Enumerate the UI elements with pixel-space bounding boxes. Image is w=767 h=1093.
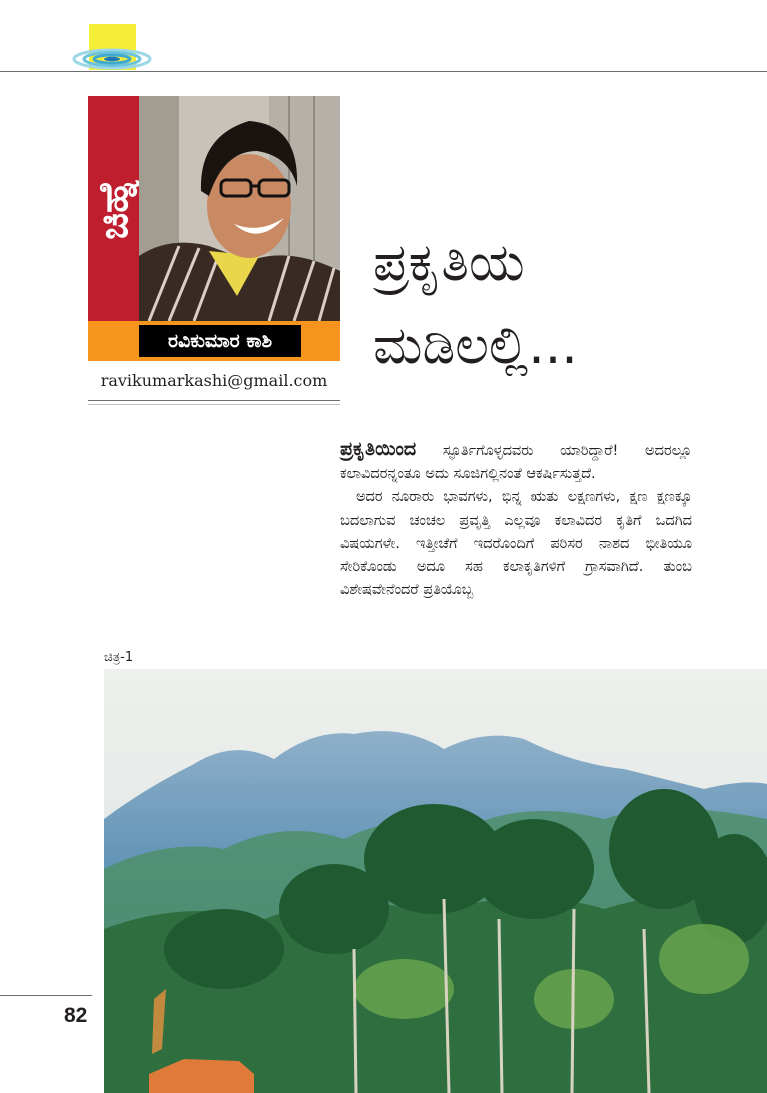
figure-label: ಚಿತ್ರ-1 bbox=[104, 650, 134, 665]
email-rule bbox=[88, 400, 340, 401]
author-photo bbox=[139, 96, 340, 321]
paragraph-1 bbox=[340, 438, 692, 486]
header-rule bbox=[0, 71, 767, 72]
footer-rule bbox=[0, 995, 92, 996]
page-number: 82 bbox=[64, 1004, 88, 1027]
landscape-painting bbox=[104, 669, 767, 1093]
article-title bbox=[373, 222, 753, 388]
email-rule-secondary bbox=[88, 404, 340, 405]
column-title: ಚಿಹ್ನೆ bbox=[90, 177, 137, 240]
magazine-logo-rings bbox=[70, 44, 154, 74]
article-title-line-2: ಮಡಿಲಲ್ಲಿ... bbox=[373, 316, 578, 376]
drop-word: ಪ್ರಕೃತಿಯಿಂದ bbox=[340, 438, 417, 460]
paragraph-2: ಅದರ ನೂರಾರು ಭಾವಗಳು, ಭಿನ್ನ ಋತು ಲಕ್ಷಣಗಳು, ಕ್ಷಣ ಕ್ಷಣಕ್ಕೂ ಬದಲಾಗುವ ಚಂಚಲ ಪ್ರವೃತ್ತಿ ಎಲ್ಲವೂ ಕಲಾವಿದರ ಕೃತಿಗೆ ಒದಗಿದ ವಿಷಯಗಳೇ. ಇತ್ತೀಚೆಗೆ ಇದರೊಂದಿಗೆ ಪರಿಸರ ನಾಶದ ಭೀತಿಯೂ ಸೇರಿಕೊಂಡು ಅದೂ ಸಹ ಕಲಾಕೃತಿಗಳಿಗೆ ಗ್ರಾಸವಾಗಿದೆ. ತುಂಬ ವಿಶೇಷವೇನೆಂದರೆ ಪ್ರತಿಯೊಬ್ಬ bbox=[340, 489, 692, 599]
paragraph-1-text: ಸ್ಫೂರ್ತಿಗೊಳ್ಳದವರು ಯಾರಿದ್ದಾರೆ! ಅದರಲ್ಲೂ ಕಲಾವಿದರನ್ನಂತೂ ಅದು ಸೂಜಿಗಲ್ಲಿನಂತೆ ಆಕರ್ಷಿಸುತ್ತದೆ. bbox=[340, 443, 692, 483]
article-title-line-1: ಪ್ರಕೃತಿಯ bbox=[373, 233, 525, 293]
column-header bbox=[88, 96, 340, 365]
author-email: ravikumarkashi@gmail.com bbox=[100, 371, 328, 390]
author-name: ರವಿಕುಮಾರ ಕಾಶಿ bbox=[139, 325, 301, 357]
article-body bbox=[340, 438, 692, 602]
